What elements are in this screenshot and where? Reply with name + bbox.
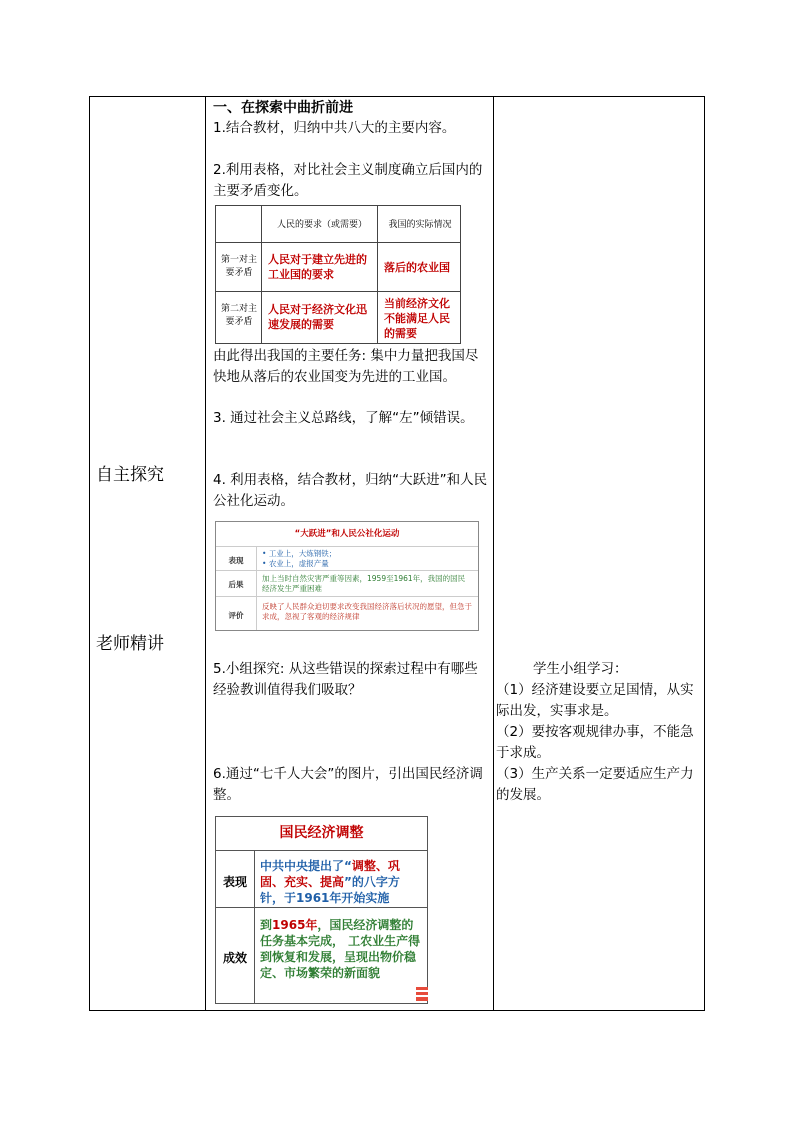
performance-agriculture: • 农业上，虚报产量 — [262, 559, 329, 568]
group-study-heading: 学生小组学习： — [533, 661, 628, 677]
effect-suffix: ，国民经济调整的任务基本完成， 工农业生产得到恢复和发展，呈现出物价稳定、市场繁荣的新面貌 — [260, 918, 421, 980]
performance-industry: • 工业上，大炼钢铁； — [262, 549, 337, 558]
effect-year: 1965年 — [272, 918, 318, 932]
group-point-1: （1）经济建设要立足国情，从实际出发，实事求是。 — [496, 682, 694, 719]
contradiction-table — [215, 205, 461, 344]
performance-agriculture-text: 农业上，虚报产量 — [268, 559, 329, 568]
section-heading: 一、在探索中曲折前进 — [213, 100, 353, 116]
group-point-3: （3）生产关系一定要适应生产力的发展。 — [496, 766, 694, 803]
item-1: 1.结合教材，归纳中共八大的主要内容。 — [213, 120, 456, 136]
performance-suffix: ”的八字方针，于1961年开始实施 — [260, 875, 400, 905]
row-label-effect: 成效 — [222, 951, 247, 965]
adjustment-title: 国民经济调整 — [216, 817, 427, 851]
row-label-evaluation: 评价 — [228, 611, 244, 620]
performance-prefix: 中共中央提出了“ — [260, 859, 352, 873]
adjustment-effect-text — [260, 917, 423, 981]
item-2: 2.利用表格，对比社会主义制度确立后国内的主要矛盾变化。 — [213, 162, 483, 199]
header-reality: 我国的实际情况 — [388, 220, 452, 230]
decoration-stripes — [416, 987, 428, 1001]
consequence-text: 加上当时自然灾害严重等因素，1959至1961年，我国的国民经济发生严重困难 — [262, 574, 466, 593]
group-point-2: （2）要按客观规律办事，不能急于求成。 — [496, 724, 694, 761]
adjustment-table — [215, 816, 428, 1004]
row2-requirement: 人民对于经济文化迅速发展的需要 — [268, 303, 367, 331]
row1-label: 第一对主要矛盾 — [220, 255, 257, 278]
row-label-consequence: 后果 — [228, 580, 244, 589]
item-6: 6.通过“七千人大会”的图片，引出国民经济调整。 — [213, 766, 483, 803]
column-divider — [205, 97, 206, 1010]
performance-industry-text: 工业上，大炼钢铁； — [268, 549, 337, 558]
effect-prefix: 到 — [260, 918, 273, 932]
item-5: 5.小组探究: 从这些错误的探索过程中有哪些经验教训值得我们吸取？ — [213, 661, 478, 698]
item-3: 3. 通过社会主义总路线，了解“左”倾错误。 — [213, 410, 474, 426]
header-requirement: 人民的要求（或需要） — [276, 220, 367, 230]
section-label-teacher-lecture: 老师精讲 — [96, 634, 164, 654]
row1-reality: 落后的农业国 — [384, 261, 450, 274]
row-label-performance: 表现 — [228, 556, 244, 565]
evaluation-text: 反映了人民群众迫切要求改变我国经济落后状况的愿望，但急于求成，忽视了客观的经济规律 — [262, 602, 472, 621]
column-divider — [493, 97, 494, 1010]
great-leap-title: “大跃进”和人民公社化运动 — [216, 522, 478, 547]
item-4: 4. 利用表格，结合教材，归纳“大跃进”和人民公社化运动。 — [213, 472, 488, 509]
great-leap-table — [215, 521, 479, 631]
adjustment-performance-text — [260, 858, 423, 906]
section-label-self-study: 自主探究 — [96, 465, 164, 485]
row2-reality: 当前经济文化不能满足人民的需要 — [384, 297, 450, 340]
eight-character-policy: 调整、巩固、充实、提高 — [260, 859, 400, 889]
row2-label: 第二对主要矛盾 — [220, 304, 257, 327]
conclusion-text: 由此得出我国的主要任务: 集中力量把我国尽快地从落后的农业国变为先进的工业国。 — [213, 348, 479, 385]
row-label-performance: 表现 — [222, 875, 247, 889]
row1-requirement: 人民对于建立先进的工业国的要求 — [268, 253, 367, 281]
